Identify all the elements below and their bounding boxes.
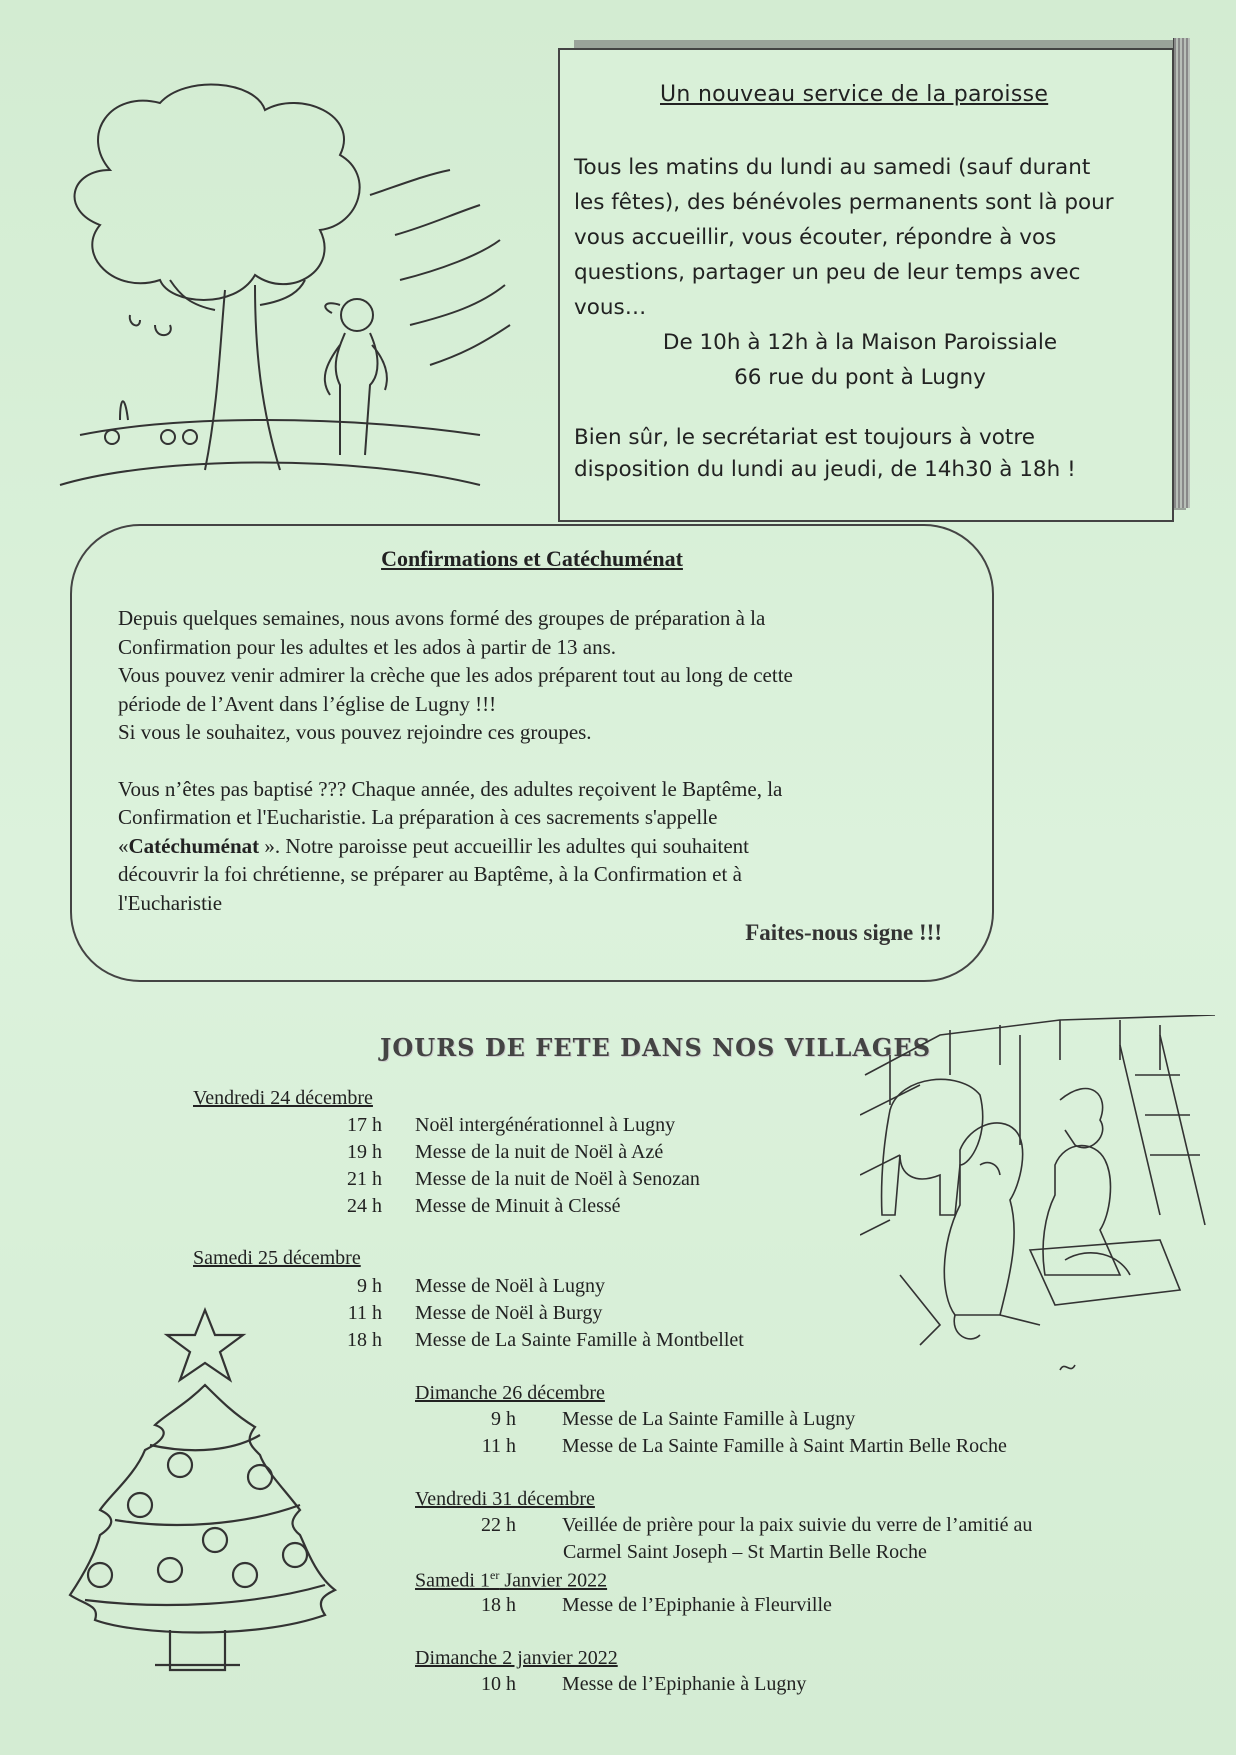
schedule-row: 18 h Messe de La Sainte Famille à Montbellet — [347, 1329, 744, 1351]
service-title: Un nouveau service de la paroisse — [660, 82, 1049, 107]
schedule-row: 9 h Messe de Noël à Lugny — [357, 1275, 605, 1297]
service-line: les fêtes), des bénévoles permanents sont là pour — [574, 190, 1114, 215]
service-line: vous… — [574, 295, 647, 320]
day-heading: Samedi 1er Janvier 2022 — [415, 1568, 608, 1592]
schedule-row: 22 h Veillée de prière pour la paix suivie du verre de l’amitié au — [481, 1514, 1033, 1536]
day-heading: Samedi 25 décembre — [193, 1247, 361, 1269]
nativity-illustration — [860, 1015, 1220, 1390]
service-address: 66 rue du pont à Lugny — [734, 365, 986, 390]
service-line: disposition du lundi au jeudi, de 14h30 à 18h ! — [574, 457, 1076, 482]
service-line: Tous les matins du lundi au samedi (sauf durant — [574, 155, 1091, 180]
schedule-row: 18 h Messe de l’Epiphanie à Fleurville — [481, 1594, 832, 1616]
service-box — [558, 48, 1174, 522]
christmas-tree-illustration — [55, 1305, 345, 1690]
schedule-row: 19 h Messe de la nuit de Noël à Azé — [347, 1141, 664, 1163]
service-intro — [574, 150, 1159, 325]
paragraph: Depuis quelques semaines, nous avons formé des groupes de préparation à la Confirmation pour les adultes et les ados à partir de 13 ans. Vous pouvez venir admirer la crèche que les ados préparent tout au long de cette période de l’Avent dans l’église de Lugny !!! Si vous le souhaitez, vous pouvez rejoindre ces groupes. — [118, 606, 793, 744]
schedule-row: 24 h Messe de Minuit à Clessé — [347, 1195, 621, 1217]
confirmation-body — [118, 604, 958, 945]
schedule-row-cont: Carmel Saint Joseph – St Martin Belle Roche — [563, 1541, 927, 1563]
schedule-row: 9 h Messe de La Sainte Famille à Lugny — [491, 1408, 856, 1430]
confirmation-title: Confirmations et Catéchuménat — [381, 546, 683, 571]
confirmation-box — [70, 524, 994, 982]
service-hours: De 10h à 12h à la Maison Paroissiale — [662, 330, 1058, 355]
schedule-row: 11 h Messe de La Sainte Famille à Saint Martin Belle Roche — [481, 1435, 1007, 1457]
schedule-row: 17 h Noël intergénérationnel à Lugny — [347, 1114, 676, 1136]
service-secretariat — [574, 422, 1159, 486]
schedule-row: 10 h Messe de l’Epiphanie à Lugny — [481, 1673, 807, 1695]
schedule-row: 21 h Messe de la nuit de Noël à Senozan — [347, 1168, 700, 1190]
service-line: vous accueillir, vous écouter, répondre à vos — [574, 225, 1057, 250]
day-heading: Dimanche 26 décembre — [415, 1382, 605, 1404]
schedule-row: 11 h Messe de Noël à Burgy — [347, 1302, 603, 1324]
tree-boy-illustration — [40, 75, 550, 505]
service-line: Bien sûr, le secrétariat est toujours à votre — [574, 425, 1035, 450]
schedule-title: JOURS DE FETE DANS NOS VILLAGES — [380, 1033, 932, 1062]
service-line: questions, partager un peu de leur temps avec — [574, 260, 1081, 285]
day-heading: Vendredi 24 décembre — [193, 1087, 373, 1109]
day-heading: Vendredi 31 décembre — [415, 1488, 595, 1510]
day-heading: Dimanche 2 janvier 2022 — [415, 1647, 618, 1669]
confirmation-sign: Faites-nous signe !!! — [745, 920, 942, 945]
paragraph: Vous n’êtes pas baptisé ??? Chaque année, des adultes reçoivent le Baptême, la Confirmation et l'Eucharistie. La préparation à ces sacrements s'appelle «Catéchuménat ». Notre paroisse peut accueillir les adultes qui souhaitent découvrir la foi chrétienne, se préparer au Baptême, à la Confirmation et à l'Eucharistie — [118, 776, 783, 915]
